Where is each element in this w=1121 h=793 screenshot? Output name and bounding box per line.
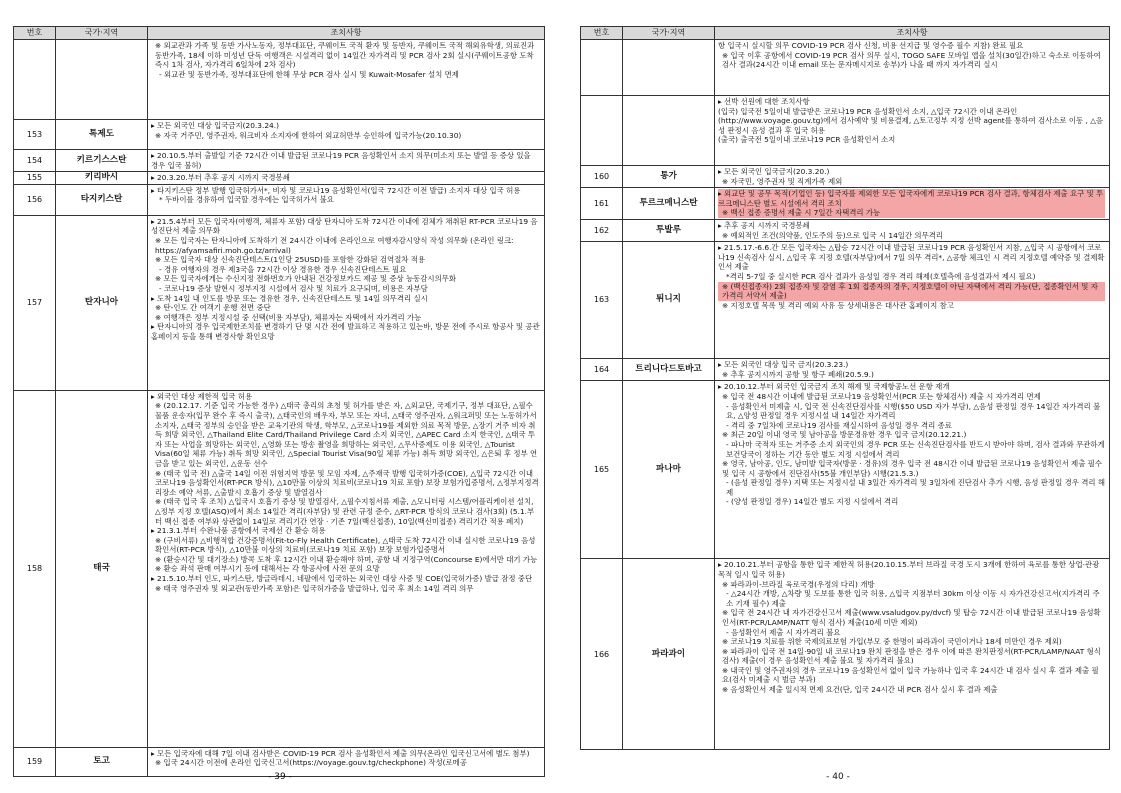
measure-cell bbox=[148, 120, 545, 150]
measure-cell bbox=[715, 242, 1110, 359]
measure-line: *격리 5-7일 중 실시한 PCR 검사 결과가 음성일 경우 격리 해제(호텔측에 음성결과서 제시 필요) bbox=[726, 271, 1036, 281]
country-name: 타지키스탄 bbox=[56, 184, 148, 215]
row-number: 163 bbox=[581, 242, 623, 359]
measure-line: ※ 입국 전 48시간 이내에 발급된 코로나19 음성확인서(PCR 또는 항체검사) 제출 시 자가격리 면제 bbox=[722, 391, 1041, 401]
measure-line: ▸ 21.5.4부터 모든 입국자(여행객, 체류자 포함) 대상 탄자니아 도착 72시간 이내에 검체가 채취된 RT-PCR 코로나19 음성진단서 제출 의무화 bbox=[151, 216, 538, 236]
measure-cell bbox=[148, 184, 545, 215]
measure-cell bbox=[148, 390, 545, 747]
country-name: 키리바시 bbox=[56, 172, 148, 185]
table-row bbox=[581, 166, 1110, 188]
country-name: 통가 bbox=[623, 166, 715, 188]
measure-line: ※ 파라과이 입국 전 14일·90일 내 코로나19 완치 판정을 받은 경우 이에 따른 완치판정서(RT-PCR/LAMP/NAAT 형식 검사) 제출(이 경우 음성확인서 제출 불요 및 자가격리 불요) bbox=[722, 646, 1101, 666]
table-header-row bbox=[581, 27, 1110, 40]
document-page-right bbox=[580, 26, 1110, 750]
table-body bbox=[581, 40, 1110, 750]
row-number: 153 bbox=[14, 120, 56, 150]
header-measures: 조치사항 bbox=[715, 27, 1110, 40]
measure-line: ※ 음성확인서 제출 일시적 면제 요건(단, 입국 24시간 내 PCR 검사 실시 후 결과 제출 bbox=[722, 685, 998, 695]
measure-line: - △24시간 개방, △차량 및 도보를 통한 입국 허용, △입국 지점부터 30km 이상 이동 시 자가건강신고서(지가격리 주소 기재 필수) 제출 bbox=[726, 589, 1100, 608]
measure-line: ※ 입국 이후 공항에서 COVID-19 PCR 검사 의무 실시, TOGO SAFE 모바일 앱을 설치(30일간)하고 숙소로 이동하여 검사 결과(24시간 이내 email 또는 문자메시지로 송부)가 나올 때 까지 자가격리 실시 bbox=[722, 50, 1101, 70]
table-header-row bbox=[14, 27, 545, 40]
row-number: 161 bbox=[581, 188, 623, 220]
row-number: 154 bbox=[14, 150, 56, 172]
measure-cell bbox=[148, 150, 545, 172]
row-number: 165 bbox=[581, 381, 623, 559]
measure-line: ▸ 외국인 대상 제한적 입국 허용 bbox=[151, 391, 253, 401]
table-row bbox=[14, 184, 545, 215]
header-number: 번호 bbox=[581, 27, 623, 40]
measure-line: ▸ 탄자니아의 경우 입국제한조치를 변경하기 단 몇 시간 전에 발표하고 적용하고 있는바, 방문 전에 주시로 항공사 및 공관 홈페이지 등을 통해 변경사항 확인요망 bbox=[151, 322, 540, 341]
measure-line: ※ (환승시간 및 대기장소) 방콕 도착 후 12시간 이내 환승해야 하며, 공항 내 지정구역(Concourse E)에서만 대기 가능 bbox=[155, 554, 538, 564]
measures-table bbox=[13, 26, 545, 777]
country-name: 파나마 bbox=[623, 381, 715, 559]
header-measures: 조치사항 bbox=[148, 27, 545, 40]
measure-line: ▸ 21.5.17.-6.6.간 모든 입국자는 △탑승 72시간 이내 발급된 코로나19 PCR 음성확인서 지참, △입국 시 공항에서 코로나19 신속검사 실시, △입국 후 지정 호텔(자부담)에서 7일 의무 격리*, △공항 체크인 시 격리 지정호텔 예약증 및 결제확인서 제출 bbox=[718, 243, 1105, 272]
measure-line: ▸ 20.3.20.부터 추후 공지 시까지 국경봉쇄 bbox=[151, 173, 290, 183]
table-row bbox=[581, 381, 1110, 559]
measure-cell bbox=[715, 359, 1110, 381]
measure-cell bbox=[715, 219, 1110, 241]
measure-line: ※ 추후 공지시까지 공항 및 항구 폐쇄(20.5.9.) bbox=[722, 369, 874, 379]
table-row bbox=[581, 188, 1110, 220]
page-number-left: - 39 - bbox=[268, 772, 292, 782]
country-name: 투발루 bbox=[623, 219, 715, 241]
measure-cell bbox=[148, 172, 545, 185]
measure-line: ※ 입국 전 24시간 내 자가건강신고서 제출(www.vsaludgov.py/dvcf) 및 탑승 72시간 이내 발급된 코로나19 음성확인서(RT-PCR/LAMP/NATT 형식 검사) 제출(10세 미만 제외) bbox=[722, 608, 1101, 627]
header-number: 번호 bbox=[14, 27, 56, 40]
measure-line: ※ 최근 20일 이내 영국 및 남아공을 방문경유한 경우 입국 금지(20.12.21.) bbox=[722, 430, 967, 440]
table-row bbox=[581, 219, 1110, 241]
country-name: 튀니지 bbox=[623, 242, 715, 359]
measure-line: ※ 환승 좌석 판매 여부시기 등에 대해서는 각 항공사에 사전 문의 요망 bbox=[155, 564, 380, 574]
country-name: 태국 bbox=[56, 390, 148, 747]
measure-line: ※ (구비서류) △비행적합 건강증명서(Fit-to-Fly Health Certificate), △태국 도착 72시간 이내 실시한 코로나19 음성확인서(RT-PCR 방식), △10만불 이상의 치료비(코로나19 치료 포함) 보장 보험가입증명서 bbox=[155, 535, 536, 555]
measure-line: * 두바이를 경유하여 입국할 경우에는 입국허가서 불요 bbox=[159, 195, 334, 205]
measure-line: ※ 모든 입국자에게는 수신지정 전화번호가 안내된 건강정보카드 제공 및 증상 능동감시의무화 bbox=[155, 274, 456, 284]
measure-line: ※ 내국인 및 영주권자의 경우 코로나19 음성확인서 없이 입국 가능하나 입국 후 24시간 내 검사 실시 후 결과 제출 필요(검사 미제출 시 벌금 부과) bbox=[722, 665, 1099, 685]
measure-line: - (양성 판정일 경우) 14일간 별도 지정 시설에서 격리 bbox=[726, 497, 899, 507]
measure-line: ※ 영국, 남아공, 인도, 남미발 입국자(방문 · 경유)의 경우 입국 전 48시간 이내 발급된 코로나19 음성확인서 제출 필수 및 입국 시 공항에서 진단검사(55불 개인부담) 시행(21.5.3.) bbox=[722, 459, 1102, 478]
country-name: 파라과이 bbox=[623, 559, 715, 750]
country-name bbox=[623, 96, 715, 166]
measure-line: ※ 모든 입국자는 탄자니아에 도착하기 전 24시간 이내에 온라인으로 여행자감시양식 작성 의무화 (온라인 링크: https://afyamsafiri.moh.go.tz/arrival) bbox=[155, 235, 514, 255]
measure-line: - 격리 중 7일차에 코로나19 검사를 재실시하여 음성일 경우 격리 종료 bbox=[726, 420, 952, 430]
measure-line: ※ 태국 영주권자 및 외교관(동반가족 포함)은 입국허가증을 발급하나, 입국 후 최소 14일 격리 의무 bbox=[155, 583, 474, 593]
measure-line: ※ 예외적인 조건(의약품, 인도주의 등)으로 입국 시 14일간 의무격리 bbox=[722, 230, 943, 240]
country-name bbox=[623, 40, 715, 96]
measure-line: ※ 여행객은 정부 지정시설 중 선택(비용 자부담), 체류자는 자택에서 자가격리 가능 bbox=[155, 312, 422, 322]
table-row bbox=[14, 172, 545, 185]
measure-line: - 음성확인서 제출 시 자가격리 불요 bbox=[726, 627, 841, 637]
country-name: 탄자니아 bbox=[56, 215, 148, 390]
page-number-right: - 40 - bbox=[826, 772, 850, 782]
measure-cell bbox=[715, 559, 1110, 750]
row-number: 162 bbox=[581, 219, 623, 241]
measure-cell bbox=[715, 166, 1110, 188]
table-row bbox=[581, 559, 1110, 750]
table-row bbox=[14, 120, 545, 150]
measure-line: - 경유 여행자의 경우 제3국을 72시간 이상 경유한 경우 신속진단테스트 필요 bbox=[159, 264, 407, 274]
measure-line: (출국) 출국전 5일이내 코로나19 PCR 음성확인서 소지 bbox=[718, 135, 896, 145]
measure-line: ▸ 외교단 및 공무 목적(기업인 등) 입국자를 제외한 모든 입국자에게 코로나19 PCR 검사 결과, 항체검사 제출 요구 및 투르크메니스탄 별도 시설에서 격리 조치 bbox=[718, 189, 1104, 208]
measure-line: ※ 모든 입국자 대상 신속진단테스트(1인당 25USD)를 포함한 강화된 검역절차 적용 bbox=[155, 255, 426, 265]
header-country: 국가·지역 bbox=[56, 27, 148, 40]
measures-table bbox=[580, 26, 1110, 750]
row-number: 160 bbox=[581, 166, 623, 188]
table-row bbox=[14, 150, 545, 172]
measure-line: (입국) 입국전 5일이내 발급받은 코로나19 PCR 음성확인서 소지, △입국 72시간 이내 온라인(http://www.voyage.gouv.tg)에서 검사예약 및 비용결제, △토고정부 지정 선박 agent를 통하여 검사소로 이동 , △음성 판정시 음성 결과 후 입국 허용 bbox=[718, 106, 1104, 135]
measure-line: ▸ 도착 14일 내 인도를 방문 또는 경유한 경우, 신속진단테스트 및 14일 의무격리 실시 bbox=[151, 293, 428, 303]
measure-line: ※ (백신접종자) 2회 접종자 및 감염 후 1회 접종자의 경우, 지정호텔이 아닌 자택에서 격리 가능(단, 접종확인서 및 자가격리 서약서 제출) bbox=[718, 282, 1105, 301]
country-name: 토고 bbox=[56, 747, 148, 776]
measure-line: ▸ 20.10.12.부터 외국인 입국금지 조치 해제 및 국제항공노선 운항 재개 bbox=[718, 382, 950, 392]
measure-line: ※ (20.12.17. 기준 입국 가능한 경우) △태국 총리의 초청 및 허가를 받은 자, △외교단, 국제기구, 정부 대표단, △필수 물품 운송자(입무 완수 후 즉시 출국), △태국인의 배우자, 부모 또는 자녀, △태국 영주권자, △워크퍼밋 또는 노동허가서 소지자, △태국 정부의 승인을 받은 교육기관의 학생, 학부모, △코로나19를 제외한 의료 목적 방문, △장기 거주 비자 취득 희망 외국인, △Thailand Elite Card/Thailand Privilege Card 소지 외국인, △APEC Card 소지 한국인, △태국 투자 또는 사업을 희망하는 외국인, △영화 또는 방송 촬영을 희망하는 외국인, △무사증제도 이용 외국인, △Tourist Visa(60일 체류 가능) 취득 희망 외국인, △Special Tourist Visa(90일 체류 가능) 취득 희망 외국인, △은퇴 후 정부 연금을 받고 있는 외국인, △운동 선수 bbox=[155, 401, 538, 468]
measure-line: ▸ 추후 공지 시까지 국경봉쇄 bbox=[718, 220, 810, 230]
measure-line: ▸ 모든 외국인 대상 입국금지(20.3.24.) bbox=[151, 121, 279, 130]
measure-line: - 파나마 국적자 또는 거주증 소지 외국인의 경우 PCR 또는 신속진단검사를 반드시 받아야 하며, 검사 결과와 무관하게 보건당국이 정하는 기간 동안 별도 지정 시설에서 격리 bbox=[726, 439, 1105, 459]
country-name: 투르크메니스탄 bbox=[623, 188, 715, 220]
measure-cell bbox=[715, 188, 1110, 220]
row-number: 158 bbox=[14, 390, 56, 747]
row-number: 164 bbox=[581, 359, 623, 381]
measure-line: ※ 자국 거주민, 영주권자, 워크비자 소지자에 한하여 외교허만부 승인하에 입국가능(20.10.30) bbox=[155, 130, 462, 140]
country-name bbox=[56, 40, 148, 120]
row-number: 155 bbox=[14, 172, 56, 185]
measure-line: ※ 자국민, 영주권자 및 직계가족 제외 bbox=[722, 176, 843, 186]
row-number: 166 bbox=[581, 559, 623, 750]
measure-line: ※ 입국 24시간 이전에 온라인 입국신고서(https://voyage.gouv.tg/checkphone) 작성(로메공 bbox=[155, 758, 467, 768]
measure-line: ※ (태국 입국 전) △출국 14일 이전 위험지역 방문 및 모임 자제, △주재국 발행 입국허가증(COE), △입국 72시간 이내 코로나19 음성확인서(RT-PCR 방식), △10만불 이상의 치료비(코로나19 치료 포함) 보장 보험가입증명서, △정부지정격리장소 예약 서류, △출발시 호흡기 증상 및 발열검사 bbox=[155, 468, 539, 497]
measure-line: - (음성 판정일 경우) 지택 또는 지정시설 내 3일간 자가격리 및 3일차에 진단검사 추가 시행, 음성 판정일 경우 격리 해제 bbox=[726, 478, 1105, 497]
measure-cell bbox=[148, 215, 545, 390]
row-number bbox=[14, 40, 56, 120]
table-body bbox=[14, 40, 545, 777]
measure-cell bbox=[148, 747, 545, 776]
measure-cell bbox=[715, 381, 1110, 559]
table-row bbox=[581, 40, 1110, 96]
country-name: 트리니다드토바고 bbox=[623, 359, 715, 381]
measure-line: - 코로나19 증상 발현시 정부지정 시설에서 검사 및 치료가 요구되며, 비용은 자부담 bbox=[159, 283, 428, 293]
measure-line: ▸ 20.10.5.부터 출발일 기준 72시간 이내 발급된 코로나19 PCR 음성확인서 소지 의무(미소지 또는 발열 등 증상 있을 경우 입국 불허) bbox=[151, 151, 531, 170]
measure-line: ※ 지정호텔 목록 및 격리 예외 사유 등 상세내용은 대사관 홈페이지 참고 bbox=[722, 300, 954, 310]
row-number: 156 bbox=[14, 184, 56, 215]
table-row bbox=[581, 242, 1110, 359]
header-country: 국가·지역 bbox=[623, 27, 715, 40]
measure-line: ▸ 20.10.21.부터 공항을 통한 입국 제한적 허용(20.10.15.부터 브라질 국경 도시 3개에 한하여 육로를 통한 상업·관광 목적 일시 입국 허용) bbox=[718, 560, 1100, 579]
measure-cell bbox=[715, 40, 1110, 96]
measure-line: ▸ 21.3.1.부터 수완나품 공항에서 국제선 간 환승 허용 bbox=[151, 526, 326, 536]
country-name: 톡제도 bbox=[56, 120, 148, 150]
measure-line: ▸ 모든 외국인 대상 입국 금지(20.3.23.) bbox=[718, 360, 849, 370]
document-page-left bbox=[13, 26, 545, 777]
row-number: 159 bbox=[14, 747, 56, 776]
table-row bbox=[14, 390, 545, 747]
row-number bbox=[581, 96, 623, 166]
measure-line: ▸ 모든 입국자에 대해 7일 이내 검사받은 COVID-19 PCR 검사 음성확인서 제출 의무(온라인 입국신고서에 별도 첨부) bbox=[151, 748, 530, 758]
measure-line: ※ 탄-인도 간 여객기 운행 전면 중단 bbox=[155, 303, 271, 313]
measure-line: ※ 파라과이-브라질 육로국경(우정의 다리) 개방 bbox=[722, 579, 875, 589]
table-row bbox=[14, 215, 545, 390]
measure-line: ※ 코로나19 치료를 위한 국제의료보험 가입(부모 중 한명이 파라과이 국민이거나 18세 미만인 경우 제외) bbox=[722, 637, 1062, 647]
measure-line: ▸ 21.5.10.부터 인도, 파키스탄, 방글라데시, 네팔에서 입국하는 외국인 대상 사증 및 COE(입국허가증) 발급 잠정 중단 bbox=[151, 574, 533, 584]
measure-line: ※ (태국 입국 후 조치) △입국시 호흡기 증상 및 발열검사, △필수지침서류 제출, △모니터링 시스템/어플리케이션 설치, △정부 지정 호텔(ASQ)에서 최소 14일간 격리(자부담) 및 관련 규정 준수, △RT-PCR 방식의 코로나 검사(3회) (5.1.부터 백신 접종 여부와 상관없이 14일로 격리기간 연장 · 기존 7일(백신접종), 10일(백신미접종) 격리기간 적용 폐지) bbox=[155, 497, 535, 526]
measure-line: - 외교관 및 동반가족, 정부대표단에 한해 무상 PCR 검사 실시 및 Kuwait-Mosafer 설치 면제 bbox=[159, 69, 459, 79]
table-row bbox=[581, 359, 1110, 381]
country-name: 키르기스스탄 bbox=[56, 150, 148, 172]
measure-line: ※ 백신 접종 증명서 제출 시 7일간 자택격리 가능 bbox=[718, 208, 1105, 218]
measure-line: - 음성확인서 미제출 시, 입국 전 신속진단검사를 시행($50 USD 자가 부담), △음성 판정일 경우 14일간 자가격리 불요, △양성 판정일 경우 지정시설 내 14일간 자가격리 bbox=[726, 401, 1101, 421]
measure-cell bbox=[715, 96, 1110, 166]
measure-cell bbox=[148, 40, 545, 120]
measure-line: ▸ 모든 외국인 입국금지(20.3.20.) bbox=[718, 167, 830, 176]
table-row bbox=[14, 40, 545, 120]
measure-line: ▸ 타지키스탄 정부 발행 입국허가서*, 비자 및 코로나19 음성확인서(입국 72시간 이전 발급) 소지자 대상 입국 허용 bbox=[151, 185, 521, 195]
table-row bbox=[581, 96, 1110, 166]
row-number: 157 bbox=[14, 215, 56, 390]
measure-line: 항 입국시 실시할 의무 COVID-19 PCR 검사 신청, 비용 선지급 및 영수증 필수 지참) 완료 필요 bbox=[718, 41, 1024, 50]
row-number bbox=[581, 40, 623, 96]
measure-line: ▸ 선박 선원에 대한 조치사항 bbox=[718, 97, 810, 106]
measure-line: ※ 외교관과 가족 및 동반 가사노동자, 정부대표단, 쿠웨이트 국적 환자 및 동반자, 쿠웨이트 국적 해외유학생, 의료진과 동반가족, 18세 이하 미성년 단독 여행객은 시설격리 없이 14일간 자가격리 및 PCR 검사 2회 실시(쿠웨이트공항 도착 즉시 1차 검사, 자가격리 6일차에 2차 검사) bbox=[155, 41, 535, 70]
